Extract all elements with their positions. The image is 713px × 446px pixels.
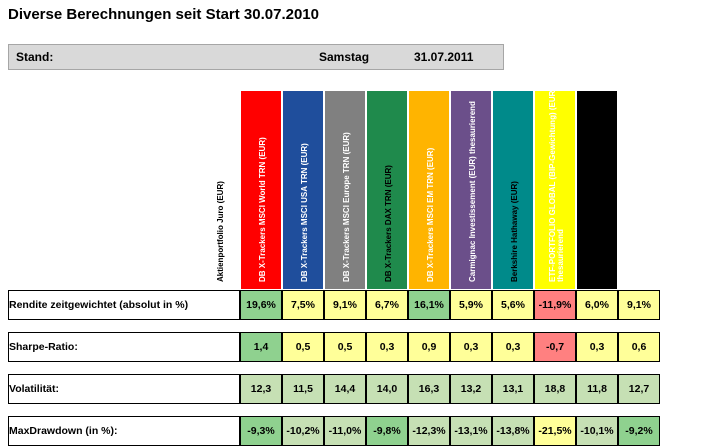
row-label: Rendite zeitgewichtet (absolut in %) [8, 290, 240, 320]
table-cell: 11,8 [576, 374, 618, 404]
stand-date: 31.07.2011 [414, 50, 474, 64]
table-cell: -11,0% [324, 416, 366, 446]
row-spacer [8, 404, 660, 416]
stand-label: Stand: [16, 50, 54, 64]
stand-weekday: Samstag [319, 50, 370, 64]
table-cell: 16,3 [408, 374, 450, 404]
table-cell: 0,3 [366, 332, 408, 362]
table-cell: 0,9 [408, 332, 450, 362]
row-spacer [8, 320, 660, 332]
table-cell: 1,4 [240, 332, 282, 362]
column-header-label: DB X-Trackers MSCI EM TRN (EUR) [425, 147, 435, 282]
column-header-label: ETF-PORTFOLIO GLOBAL (BIP-Gewichtung) (EUR) thesaurierend [547, 87, 565, 282]
column-header-label: Berkshire Hathaway (EUR) [509, 181, 519, 282]
table-cell: -12,3% [408, 416, 450, 446]
table-cell: 6,7% [366, 290, 408, 320]
table-cell: -0,7 [534, 332, 576, 362]
table-cell: 7,5% [282, 290, 324, 320]
table-cell: 0,6 [618, 332, 660, 362]
table-cell: 13,1 [492, 374, 534, 404]
row-spacer-cell [8, 320, 660, 332]
table-row [8, 332, 660, 362]
table-cell: 13,2 [450, 374, 492, 404]
row-spacer-cell [8, 404, 660, 416]
table-cell: 5,6% [492, 290, 534, 320]
table-cell: -13,8% [492, 416, 534, 446]
column-header-label: DB X-Trackers MSCI Europe TRN (EUR) [341, 132, 351, 282]
column-header-label: DB X-Trackers DAX TRN (EUR) [383, 165, 393, 282]
page-title: Diverse Berechnungen seit Start 30.07.2010 [8, 6, 319, 23]
column-header [593, 90, 660, 290]
column-header-label: LINGOHR-SYSTEMATIC-LBB-INVEST [593, 140, 603, 282]
table-cell: 0,5 [324, 332, 366, 362]
table-cell: -13,1% [450, 416, 492, 446]
table-cell: -21,5% [534, 416, 576, 446]
table-cell: 0,3 [492, 332, 534, 362]
table-cell: 14,0 [366, 374, 408, 404]
table-cell: 9,1% [618, 290, 660, 320]
table-row [8, 374, 660, 404]
row-spacer-cell [8, 362, 660, 374]
table-cell: -9,2% [618, 416, 660, 446]
table-cell: 6,0% [576, 290, 618, 320]
table-cell: 11,5 [282, 374, 324, 404]
status-bar [8, 44, 504, 70]
table-cell: -9,3% [240, 416, 282, 446]
table-cell: 18,8 [534, 374, 576, 404]
column-header-label: Carmignac Investissement (EUR) thesaurierend [467, 101, 477, 282]
metrics-table [8, 87, 660, 446]
table-cell: -10,1% [576, 416, 618, 446]
table-row [8, 416, 660, 446]
row-label: Sharpe-Ratio: [8, 332, 240, 362]
table-cell: 12,3 [240, 374, 282, 404]
table-cell: -9,8% [366, 416, 408, 446]
row-spacer [8, 362, 660, 374]
table-cell: -11,9% [534, 290, 576, 320]
table-row [8, 290, 660, 320]
table-body [8, 290, 660, 446]
column-header-label: Aktienportfolio Juro (EUR) [215, 181, 225, 282]
table-cell: 9,1% [324, 290, 366, 320]
table-cell: 0,3 [576, 332, 618, 362]
table-cell: 14,4 [324, 374, 366, 404]
table-cell: 0,5 [282, 332, 324, 362]
table-cell: 19,6% [240, 290, 282, 320]
row-label: Volatilität: [8, 374, 240, 404]
row-label: MaxDrawdown (in %): [8, 416, 240, 446]
table-cell: 5,9% [450, 290, 492, 320]
column-header-label: DB X-Trackers MSCI USA TRN (EUR) [299, 143, 309, 282]
table-cell: 0,3 [450, 332, 492, 362]
table-cell: -10,2% [282, 416, 324, 446]
table-header-row [8, 90, 660, 290]
table-cell: 12,7 [618, 374, 660, 404]
column-header-label: DB X-Trackers MSCI World TRN (EUR) [257, 137, 267, 282]
table-cell: 16,1% [408, 290, 450, 320]
